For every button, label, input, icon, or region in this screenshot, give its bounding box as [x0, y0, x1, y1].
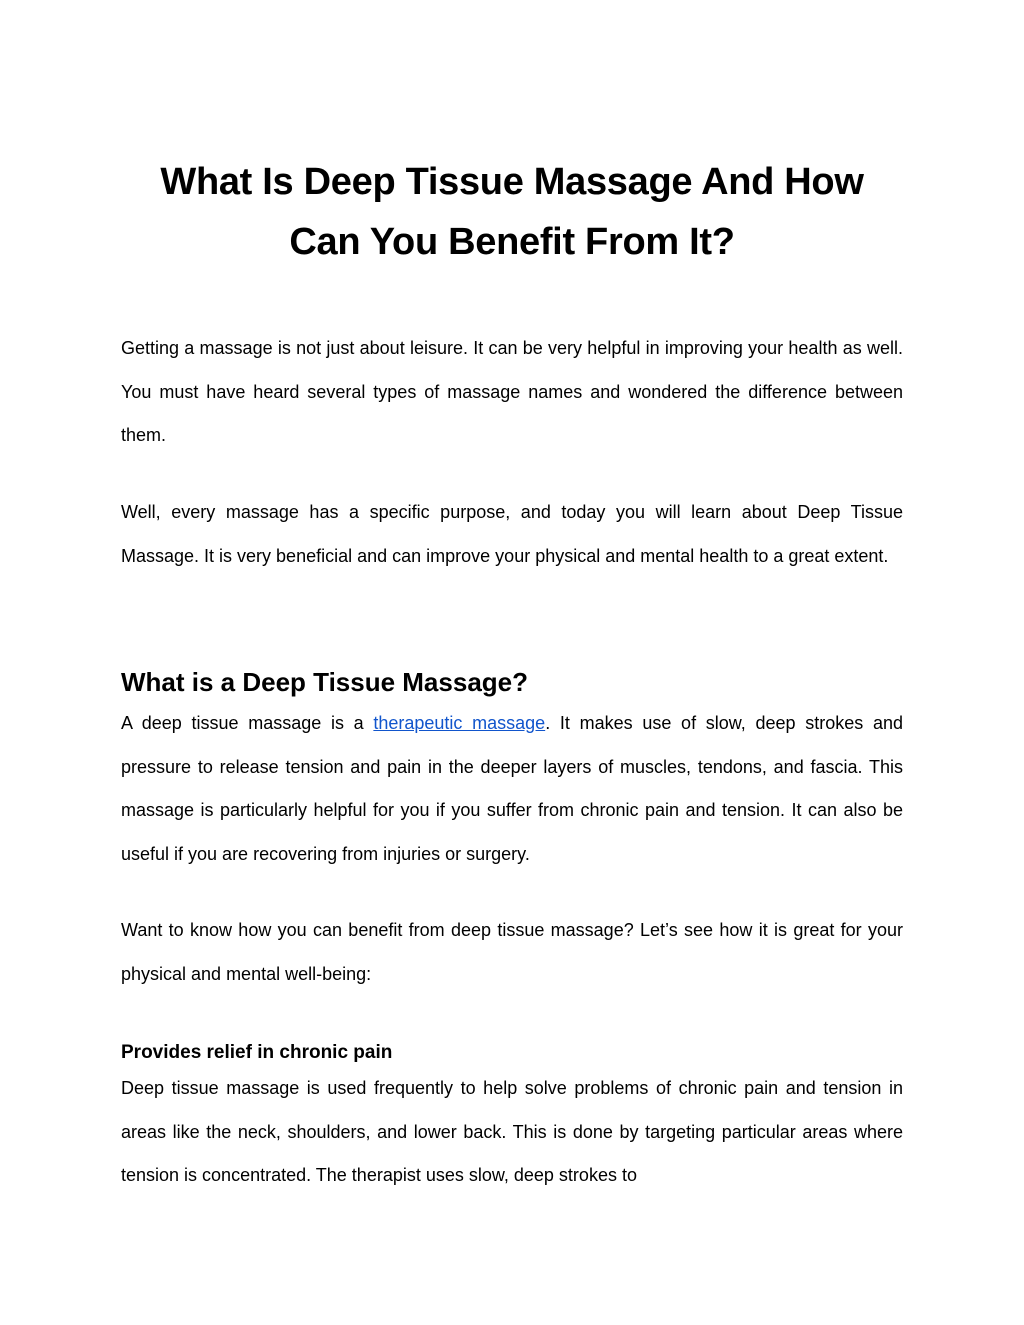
section-heading-what-is: What is a Deep Tissue Massage? [121, 667, 528, 697]
section-2-paragraph-1: Deep tissue massage is used frequently to help solve problems of chronic pain and tension in areas like the neck, shoulders, and lower back. This is done by targeting particular areas where tension is concentrated. The therapist uses slow, deep strokes to [121, 1078, 903, 1185]
page-title: What Is Deep Tissue Massage And How Can You Benefit From It? [160, 161, 864, 263]
therapeutic-massage-link[interactable]: therapeutic massage [373, 713, 546, 733]
paragraph-text-after-link: . It makes use of slow, deep strokes and pressure to release tension and pain in the deeper layers of muscles, tendons, and fascia. This massage is particularly helpful for you if you suffer from chronic pain and tension. It can also be useful if you are recovering from injuries or surgery. [121, 713, 903, 864]
paragraph-text-before-link: A deep tissue massage is a [121, 713, 374, 733]
intro-paragraph-2: Well, every massage has a specific purpose, and today you will learn about Deep Tissue Massage. It is very beneficial and can improve your physical and mental health to a great extent. [121, 502, 903, 566]
section-1-paragraph-1 [121, 702, 903, 876]
section-1-paragraph-2: Want to know how you can benefit from deep tissue massage? Let’s see how it is great for your physical and mental well-being: [121, 920, 903, 984]
intro-paragraph-1: Getting a massage is not just about leisure. It can be very helpful in improving your health as well. You must have heard several types of massage names and wondered the difference between them. [121, 338, 903, 445]
section-heading-chronic-pain: Provides relief in chronic pain [121, 1042, 393, 1063]
